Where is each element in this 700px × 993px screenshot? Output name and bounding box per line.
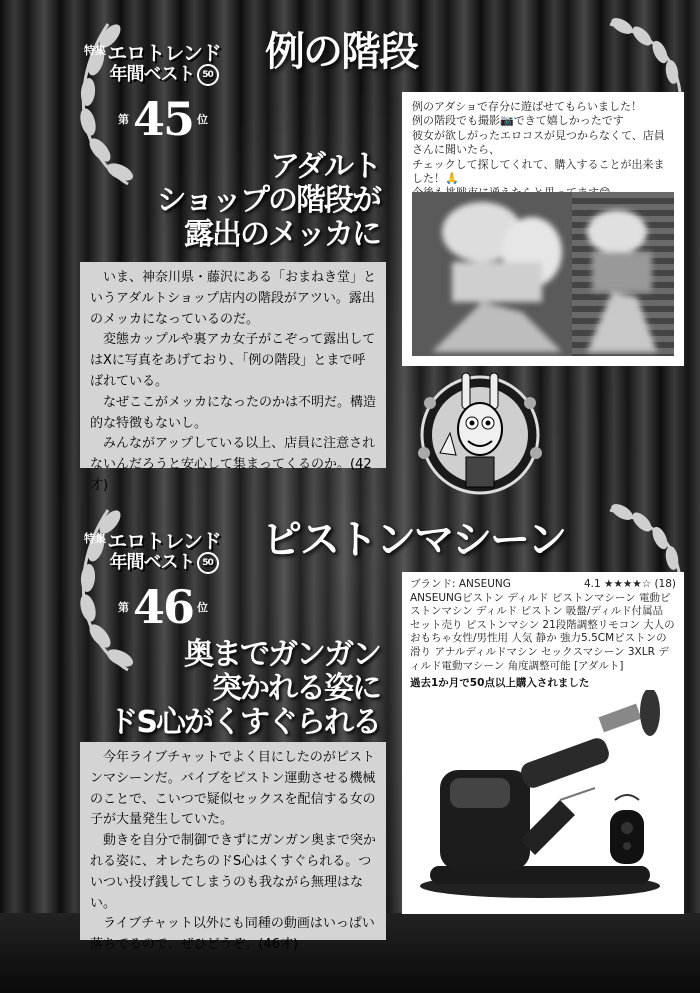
product-sales: 過去1か月で50点以上購入されました <box>410 677 590 690</box>
rank-prefix: 第 <box>118 601 129 614</box>
topic-title: 例の階段 <box>265 28 417 75</box>
badge-line1: エロトレンド <box>107 529 221 553</box>
headline <box>140 150 380 252</box>
badge-count: 50 <box>197 552 219 574</box>
rank-45 <box>118 92 208 146</box>
headline-line: ドS心がくすぐられる <box>108 705 380 740</box>
special-label: 特集 <box>84 44 106 57</box>
headline <box>100 638 380 740</box>
article-paragraph: いま、神奈川県・藤沢にある「おまねき堂」というアダルトショップ店内の階段がアツい。露出のメッカになっているのだ。 <box>90 270 377 327</box>
rank-suffix: 位 <box>197 113 209 126</box>
rank-prefix: 第 <box>118 113 129 126</box>
badge-line2: 年間ベスト <box>109 64 195 85</box>
rank-number: 46 <box>133 580 194 634</box>
post-line: 例のアダショで存分に遊ばせてもらいました！ <box>412 100 643 113</box>
post-line: 彼女が欲しがったエロコスが見つからなくて、店員さんに聞いたら、 <box>412 128 665 157</box>
article-paragraph: 動きを自分で制御できずにガンガン奥まで突かれる姿に、オレたちのドS心はくすぐられる。ついつい投げ銭してしまうのも我ながら無理はない。 <box>90 833 377 911</box>
headline-line: 露出のメッカに <box>184 217 380 252</box>
topic-title: ピストンマシーン <box>262 516 566 563</box>
rank-suffix: 位 <box>197 601 209 614</box>
trend-badge <box>84 42 244 86</box>
article-text <box>80 742 386 953</box>
article-text <box>80 262 386 493</box>
post-line: チェックして探してくれて、購入することが出来ました！🙏 <box>412 157 665 186</box>
headline-line: 奥までガンガン <box>184 637 380 672</box>
piston-machine-image <box>410 690 676 906</box>
product-brand: ブランド: ANSEUNG <box>410 578 511 590</box>
staircase-photo <box>412 192 674 356</box>
mascot-emblem-icon <box>410 363 550 503</box>
rank-46 <box>118 580 208 634</box>
blurred-photo-image <box>412 192 674 356</box>
headline-line: ショップの階段が <box>156 183 380 218</box>
headline-line: 突かれる姿に <box>212 671 380 706</box>
trend-badge <box>84 530 244 574</box>
article-paragraph: 変態カップルや裏アカ女子がこぞって露出してはXに写真をあげており、「例の階段」とまで呼ばれている。 <box>90 332 376 389</box>
special-label: 特集 <box>84 532 106 545</box>
laurel-wreath-right-icon <box>600 500 690 580</box>
post-line: 例の階段でも撮影📷できて嬉しかったです <box>412 114 624 128</box>
badge-line1: エロトレンド <box>107 41 221 65</box>
product-rating: 4.1 ★★★★☆ (18) <box>584 578 676 590</box>
badge-line2: 年間ベスト <box>109 552 195 573</box>
product-listing <box>402 572 684 914</box>
badge-count: 50 <box>197 64 219 86</box>
product-title: ANSEUNGピストン ディルド ピストンマシーン 電動ピストンマシン ディルド ピストン 吸盤/ディルド付属品 セット売り ピストンマシン 21段階調整リモコン 大人のおもちゃ女性/男性用 人気 静か 強力5.5CMピストンの滑り アナルディルドマシン セックスマシーン 3XLR ディルド電動マシーン 角度調整可能 [アダルト] <box>410 591 675 672</box>
article-paragraph: ライブチャット以外にも同種の動画はいっぱい落ちてるので、ぜひどうぞ。(46才) <box>90 916 375 953</box>
laurel-wreath-right-icon <box>600 14 690 94</box>
rank-number: 45 <box>133 92 194 146</box>
social-post <box>402 92 684 366</box>
article-paragraph: なぜここがメッカになったのかは不明だ。構造的な特徴もないし。 <box>90 394 377 431</box>
article-paragraph: 今年ライブチャットでよく目にしたのがピストンマシーンだ。バイブをピストン運動させる機械のことで、こいつで疑似セックスを配信する女の子が大量発生していた。 <box>90 750 376 828</box>
article-paragraph: みんながアップしている以上、店員に注意されないんだろうと安心して集まってくるのか。(42才) <box>90 436 376 493</box>
headline-line: アダルト <box>270 149 380 184</box>
